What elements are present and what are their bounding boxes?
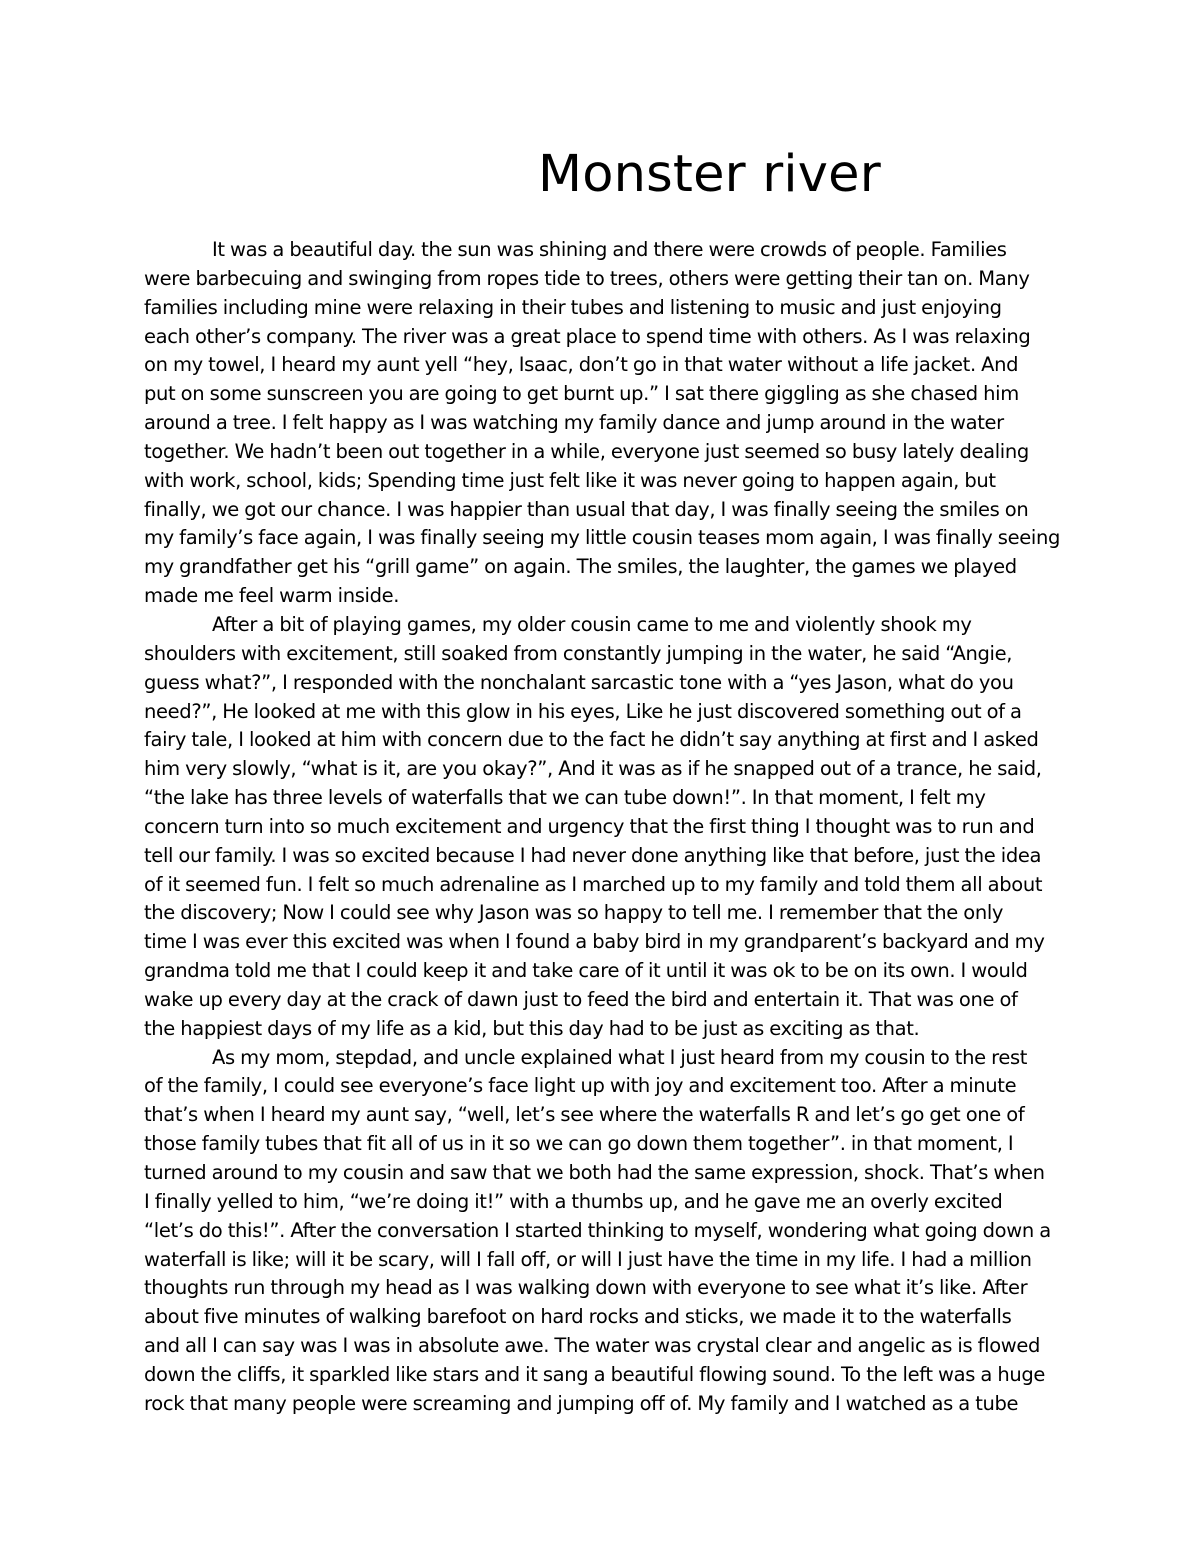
text-line: him very slowly, “what is it, are you okay?”, And it was as if he snapped out of a trance, he said,: [144, 757, 1042, 781]
text-line: each other’s company. The river was a great place to spend time with others. As I was relaxing: [144, 324, 1031, 348]
text-line: the happiest days of my life as a kid, but this day had to be just as exciting as that.: [144, 1016, 920, 1040]
text-line: thoughts run through my head as I was walking down with everyone to see what it’s like. After: [144, 1276, 1028, 1300]
text-line: As my mom, stepdad, and uncle explained what I just heard from my cousin to the rest: [212, 1045, 1028, 1069]
text-line: turned around to my cousin and saw that we both had the same expression, shock. That’s when: [144, 1161, 1045, 1184]
text-line: fairy tale, I looked at him with concern due to the fact he didn’t say anything at first and I asked: [144, 728, 1039, 752]
text-line: made me feel warm inside.: [144, 584, 400, 608]
text-line: around a tree. I felt happy as I was watching my family dance and jump around in the water: [144, 411, 1004, 435]
document-body: [144, 236, 1084, 1419]
paragraph: [144, 611, 1084, 1044]
text-line: grandma told me that I could keep it and take care of it until it was ok to be on its own. I would: [144, 959, 1028, 983]
text-line: and all I can say was I was in absolute awe. The water was crystal clear and angelic as is flowed: [144, 1334, 1041, 1358]
text-line: wake up every day at the crack of dawn just to feed the bird and entertain it. That was one of: [144, 987, 1018, 1011]
text-line: my grandfather get his “grill game” on again. The smiles, the laughter, the games we played: [144, 555, 1017, 579]
text-line: those family tubes that fit all of us in it so we can go down them together”. in that moment, I: [144, 1132, 1014, 1156]
text-line: tell our family. I was so excited because I had never done anything like that before, just the idea: [144, 843, 1042, 867]
text-line: I finally yelled to him, “we’re doing it!” with a thumbs up, and he gave me an overly excited: [144, 1189, 1003, 1213]
text-line: that’s when I heard my aunt say, “well, let’s see where the waterfalls R and let’s go get one of: [144, 1103, 1025, 1127]
document-title: Monster river: [538, 145, 881, 204]
text-line: need?”, He looked at me with this glow in his eyes, Like he just discovered something out of a: [144, 699, 1022, 723]
text-line: “the lake has three levels of waterfalls that we can tube down!”. In that moment, I felt my: [144, 786, 986, 810]
paragraph: [144, 236, 1084, 611]
text-line: “let’s do this!”. After the conversation I started thinking to myself, wondering what going down a: [144, 1218, 1051, 1242]
text-line: put on some sunscreen you are going to get burnt up.” I sat there giggling as she chased him: [144, 382, 1019, 406]
text-line: my family’s face again, I was finally seeing my little cousin teases mom again, I was finally seeing: [144, 526, 1061, 550]
text-line: shoulders with excitement, still soaked from constantly jumping in the water, he said “Angie,: [144, 641, 1013, 665]
text-line: on my towel, I heard my aunt yell “hey, Isaac, don’t go in that water without a life jacket. And: [144, 353, 1019, 377]
text-line: families including mine were relaxing in their tubes and listening to music and just enjoying: [144, 295, 1002, 319]
paragraph: [144, 1044, 1084, 1419]
text-line: were barbecuing and swinging from ropes tide to trees, others were getting their tan on. Many: [144, 266, 1030, 290]
text-line: After a bit of playing games, my older cousin came to me and violently shook my: [212, 612, 972, 636]
text-line: the discovery; Now I could see why Jason was so happy to tell me. I remember that the only: [144, 901, 1004, 925]
text-line: rock that many people were screaming and jumping off of. My family and I watched as a tube: [144, 1391, 1019, 1415]
text-line: guess what?”, I responded with the nonchalant sarcastic tone with a “yes Jason, what do you: [144, 670, 1014, 694]
text-line: finally, we got our chance. I was happier than usual that day, I was finally seeing the smiles on: [144, 497, 1029, 521]
text-line: with work, school, kids; Spending time just felt like it was never going to happen again, but: [144, 468, 996, 492]
text-line: about five minutes of walking barefoot on hard rocks and sticks, we made it to the waterfalls: [144, 1305, 1012, 1329]
text-line: of the family, I could see everyone’s face light up with joy and excitement too. After a minute: [144, 1074, 1017, 1098]
text-line: together. We hadn’t been out together in a while, everyone just seemed so busy lately dealing: [144, 439, 1029, 463]
text-line: time I was ever this excited was when I found a baby bird in my grandparent’s backyard and my: [144, 930, 1045, 954]
text-line: of it seemed fun. I felt so much adrenaline as I marched up to my family and told them all about: [144, 872, 1043, 896]
text-line: concern turn into so much excitement and urgency that the first thing I thought was to run and: [144, 814, 1035, 838]
text-line: down the cliffs, it sparkled like stars and it sang a beautiful flowing sound. To the left was a huge: [144, 1362, 1046, 1386]
text-line: waterfall is like; will it be scary, will I fall off, or will I just have the time in my life. I had a million: [144, 1247, 1032, 1271]
text-line: It was a beautiful day. the sun was shining and there were crowds of people. Families: [212, 238, 1007, 261]
